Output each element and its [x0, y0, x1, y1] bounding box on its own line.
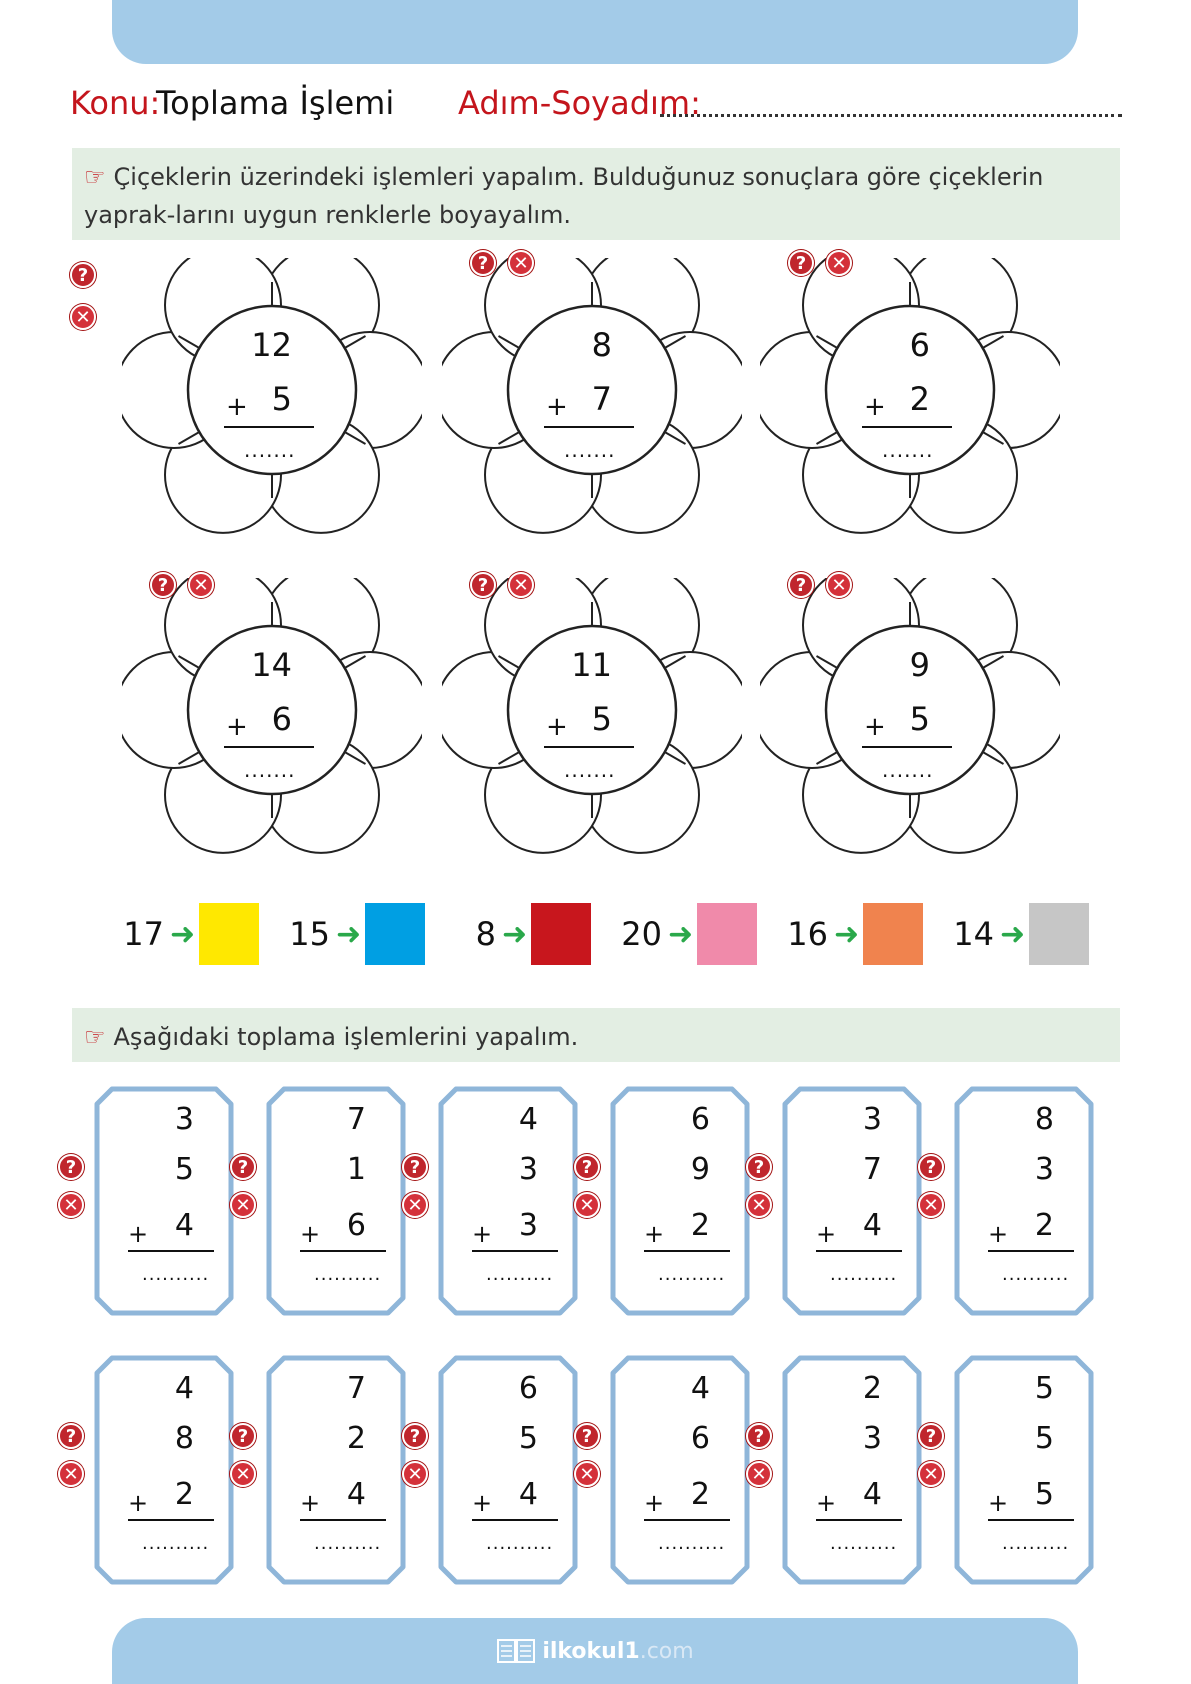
- close-icon[interactable]: ✕: [918, 1461, 944, 1487]
- bottom-banner: [112, 1618, 1078, 1684]
- addend-2: 5: [1034, 1421, 1054, 1456]
- close-icon[interactable]: ✕: [58, 1461, 84, 1487]
- close-icon[interactable]: ✕: [230, 1461, 256, 1487]
- answer-blank[interactable]: ..........: [486, 1533, 554, 1554]
- addend-bottom: 5: [271, 380, 292, 418]
- addend-bottom: 5: [909, 700, 930, 738]
- close-icon[interactable]: ✕: [58, 1192, 84, 1218]
- plus-sign: +: [300, 1489, 321, 1517]
- addend-top: 12: [251, 326, 292, 364]
- addend-2: 9: [690, 1152, 710, 1187]
- plus-sign: +: [816, 1220, 837, 1248]
- addend-bottom: 5: [591, 700, 612, 738]
- addend-1: 2: [862, 1371, 882, 1406]
- pointing-hand-icon: ☞: [84, 1023, 106, 1051]
- answer-blank[interactable]: ..........: [314, 1533, 382, 1554]
- legend-value: 17: [123, 915, 164, 953]
- pointing-hand-icon: ☞: [84, 163, 106, 191]
- close-icon[interactable]: ✕: [574, 1192, 600, 1218]
- plus-sign: +: [472, 1489, 493, 1517]
- close-icon[interactable]: ✕: [402, 1192, 428, 1218]
- addition-card: [266, 1086, 406, 1316]
- brand-name: ilkokul1: [542, 1638, 640, 1664]
- close-icon[interactable]: ✕: [574, 1461, 600, 1487]
- plus-sign: +: [128, 1220, 149, 1248]
- addition-card: [610, 1086, 750, 1316]
- addition-card: [782, 1355, 922, 1585]
- plus-sign: +: [300, 1220, 321, 1248]
- sum-line: [644, 1519, 730, 1521]
- addend-3: 5: [1034, 1477, 1054, 1512]
- help-icon[interactable]: ?: [402, 1423, 428, 1449]
- addend-2: 6: [690, 1421, 710, 1456]
- topic-value: Toplama İşlemi: [156, 84, 395, 122]
- sum-line: [988, 1519, 1074, 1521]
- sum-line: [862, 426, 952, 428]
- arrow-right-icon: ➜: [668, 916, 694, 952]
- close-icon[interactable]: ✕: [402, 1461, 428, 1487]
- color-swatch: [199, 903, 259, 965]
- answer-blank[interactable]: .......: [244, 758, 296, 782]
- help-icon[interactable]: ?: [574, 1154, 600, 1180]
- legend-value: 14: [953, 915, 994, 953]
- addend-1: 6: [690, 1102, 710, 1137]
- addend-3: 4: [518, 1477, 538, 1512]
- sum-line: [472, 1519, 558, 1521]
- addend-1: 3: [862, 1102, 882, 1137]
- close-icon[interactable]: ✕: [918, 1192, 944, 1218]
- sum-line: [472, 1250, 558, 1252]
- close-icon[interactable]: ✕: [508, 572, 534, 598]
- color-swatch: [365, 903, 425, 965]
- legend-item: [112, 902, 259, 966]
- addition-card: [438, 1355, 578, 1585]
- plus-sign: +: [864, 392, 886, 422]
- close-icon[interactable]: ✕: [746, 1461, 772, 1487]
- answer-blank[interactable]: ..........: [658, 1264, 726, 1285]
- color-swatch: [697, 903, 757, 965]
- addend-top: 11: [571, 646, 612, 684]
- legend-value: 15: [289, 915, 330, 953]
- flower-problem: [442, 578, 742, 868]
- addend-3: 3: [518, 1208, 538, 1243]
- answer-blank[interactable]: ..........: [1002, 1264, 1070, 1285]
- legend-item: [942, 902, 1089, 966]
- legend-value: 20: [621, 915, 662, 953]
- plus-sign: +: [472, 1220, 493, 1248]
- addend-1: 5: [1034, 1371, 1054, 1406]
- help-icon[interactable]: ?: [58, 1423, 84, 1449]
- instruction-box-1: [72, 148, 1120, 240]
- color-swatch: [531, 903, 591, 965]
- plus-sign: +: [226, 712, 248, 742]
- color-swatch: [863, 903, 923, 965]
- brand-suffix: .com: [639, 1638, 694, 1664]
- addend-1: 4: [518, 1102, 538, 1137]
- legend-item: [278, 902, 425, 966]
- help-icon[interactable]: ?: [402, 1154, 428, 1180]
- answer-blank[interactable]: .......: [882, 438, 934, 462]
- answer-blank[interactable]: ..........: [142, 1533, 210, 1554]
- help-icon[interactable]: ?: [746, 1154, 772, 1180]
- book-icon: [496, 1636, 536, 1666]
- flower-problem: [442, 258, 742, 548]
- answer-blank[interactable]: ..........: [142, 1264, 210, 1285]
- help-icon[interactable]: ?: [230, 1423, 256, 1449]
- answer-blank[interactable]: ..........: [830, 1264, 898, 1285]
- addition-card: [94, 1086, 234, 1316]
- addend-bottom: 6: [271, 700, 292, 738]
- help-icon[interactable]: ?: [470, 250, 496, 276]
- addend-2: 5: [518, 1421, 538, 1456]
- addend-2: 1: [346, 1152, 366, 1187]
- legend-value: 16: [787, 915, 828, 953]
- help-icon[interactable]: ?: [70, 262, 96, 288]
- addition-card: [438, 1086, 578, 1316]
- worksheet-header: [70, 84, 1120, 134]
- addend-2: 5: [174, 1152, 194, 1187]
- close-icon[interactable]: ✕: [188, 572, 214, 598]
- addition-card: [782, 1086, 922, 1316]
- instruction-text-1: Çiçeklerin üzerindeki işlemleri yapalım. Bulduğunuz sonuçlara göre çiçeklerin yaprak-larını uygun renklerle boyayalım.: [84, 163, 1044, 229]
- site-logo: [496, 1636, 693, 1666]
- help-icon[interactable]: ?: [58, 1154, 84, 1180]
- answer-blank[interactable]: .......: [564, 758, 616, 782]
- answer-blank[interactable]: .......: [882, 758, 934, 782]
- answer-blank[interactable]: ..........: [314, 1264, 382, 1285]
- flower-problem: [760, 258, 1060, 548]
- plus-sign: +: [864, 712, 886, 742]
- sum-line: [644, 1250, 730, 1252]
- plus-sign: +: [988, 1489, 1009, 1517]
- instruction-text-2: Aşağıdaki toplama işlemlerini yapalım.: [113, 1023, 579, 1051]
- addend-1: 4: [174, 1371, 194, 1406]
- addition-card: [954, 1086, 1094, 1316]
- sum-line: [816, 1519, 902, 1521]
- arrow-right-icon: ➜: [170, 916, 196, 952]
- addend-1: 7: [346, 1371, 366, 1406]
- sum-line: [224, 426, 314, 428]
- answer-blank[interactable]: ..........: [830, 1533, 898, 1554]
- plus-sign: +: [128, 1489, 149, 1517]
- help-icon[interactable]: ?: [150, 572, 176, 598]
- addend-3: 4: [862, 1477, 882, 1512]
- sum-line: [224, 746, 314, 748]
- addend-2: 8: [174, 1421, 194, 1456]
- addend-3: 4: [862, 1208, 882, 1243]
- addend-top: 6: [909, 326, 930, 364]
- addend-top: 14: [251, 646, 292, 684]
- plus-sign: +: [546, 392, 568, 422]
- addend-2: 3: [862, 1421, 882, 1456]
- answer-blank[interactable]: ..........: [486, 1264, 554, 1285]
- flower-problem: [760, 578, 1060, 868]
- legend-item: [610, 902, 757, 966]
- close-icon[interactable]: ✕: [826, 250, 852, 276]
- addend-2: 3: [518, 1152, 538, 1187]
- sum-line: [816, 1250, 902, 1252]
- addend-1: 7: [346, 1102, 366, 1137]
- addend-bottom: 7: [591, 380, 612, 418]
- help-icon[interactable]: ?: [230, 1154, 256, 1180]
- plus-sign: +: [226, 392, 248, 422]
- sum-line: [544, 426, 634, 428]
- addend-1: 3: [174, 1102, 194, 1137]
- addend-3: 4: [346, 1477, 366, 1512]
- sum-line: [862, 746, 952, 748]
- addend-top: 8: [591, 326, 612, 364]
- addend-3: 2: [690, 1477, 710, 1512]
- plus-sign: +: [816, 1489, 837, 1517]
- addend-3: 2: [174, 1477, 194, 1512]
- arrow-right-icon: ➜: [502, 916, 528, 952]
- legend-item: [776, 902, 923, 966]
- close-icon[interactable]: ✕: [230, 1192, 256, 1218]
- arrow-right-icon: ➜: [1000, 916, 1026, 952]
- plus-sign: +: [644, 1489, 665, 1517]
- name-label: Adım-Soyadım:: [458, 84, 701, 122]
- addition-card: [266, 1355, 406, 1585]
- help-icon[interactable]: ?: [574, 1423, 600, 1449]
- addend-3: 2: [690, 1208, 710, 1243]
- sum-line: [300, 1250, 386, 1252]
- sum-line: [300, 1519, 386, 1521]
- legend-item: [444, 902, 591, 966]
- addition-card: [610, 1355, 750, 1585]
- help-icon[interactable]: ?: [470, 572, 496, 598]
- flower-problem: [122, 578, 422, 868]
- addend-bottom: 2: [909, 380, 930, 418]
- addend-1: 6: [518, 1371, 538, 1406]
- help-icon[interactable]: ?: [746, 1423, 772, 1449]
- help-icon[interactable]: ?: [918, 1154, 944, 1180]
- color-swatch: [1029, 903, 1089, 965]
- sum-line: [128, 1250, 214, 1252]
- addend-3: 2: [1034, 1208, 1054, 1243]
- help-icon[interactable]: ?: [788, 250, 814, 276]
- answer-blank[interactable]: .......: [564, 438, 616, 462]
- answer-blank[interactable]: .......: [244, 438, 296, 462]
- addend-2: 7: [862, 1152, 882, 1187]
- sum-line: [128, 1519, 214, 1521]
- close-icon[interactable]: ✕: [746, 1192, 772, 1218]
- answer-blank[interactable]: ..........: [658, 1533, 726, 1554]
- answer-blank[interactable]: ..........: [1002, 1533, 1070, 1554]
- addition-card: [954, 1355, 1094, 1585]
- close-icon[interactable]: ✕: [70, 304, 96, 330]
- help-icon[interactable]: ?: [918, 1423, 944, 1449]
- arrow-right-icon: ➜: [336, 916, 362, 952]
- addition-card: [94, 1355, 234, 1585]
- sum-line: [988, 1250, 1074, 1252]
- arrow-right-icon: ➜: [834, 916, 860, 952]
- plus-sign: +: [546, 712, 568, 742]
- flower-problem: [122, 258, 422, 548]
- close-icon[interactable]: ✕: [508, 250, 534, 276]
- top-banner: [112, 0, 1078, 64]
- close-icon[interactable]: ✕: [826, 572, 852, 598]
- plus-sign: +: [988, 1220, 1009, 1248]
- plus-sign: +: [644, 1220, 665, 1248]
- help-icon[interactable]: ?: [788, 572, 814, 598]
- addend-3: 4: [174, 1208, 194, 1243]
- instruction-box-2: [72, 1008, 1120, 1062]
- sum-line: [544, 746, 634, 748]
- topic-label: Konu:: [70, 84, 161, 122]
- addend-3: 6: [346, 1208, 366, 1243]
- addend-top: 9: [909, 646, 930, 684]
- name-input-line[interactable]: [660, 114, 1122, 117]
- addend-1: 4: [690, 1371, 710, 1406]
- legend-value: 8: [475, 915, 496, 953]
- addend-2: 3: [1034, 1152, 1054, 1187]
- addend-2: 2: [346, 1421, 366, 1456]
- addend-1: 8: [1034, 1102, 1054, 1137]
